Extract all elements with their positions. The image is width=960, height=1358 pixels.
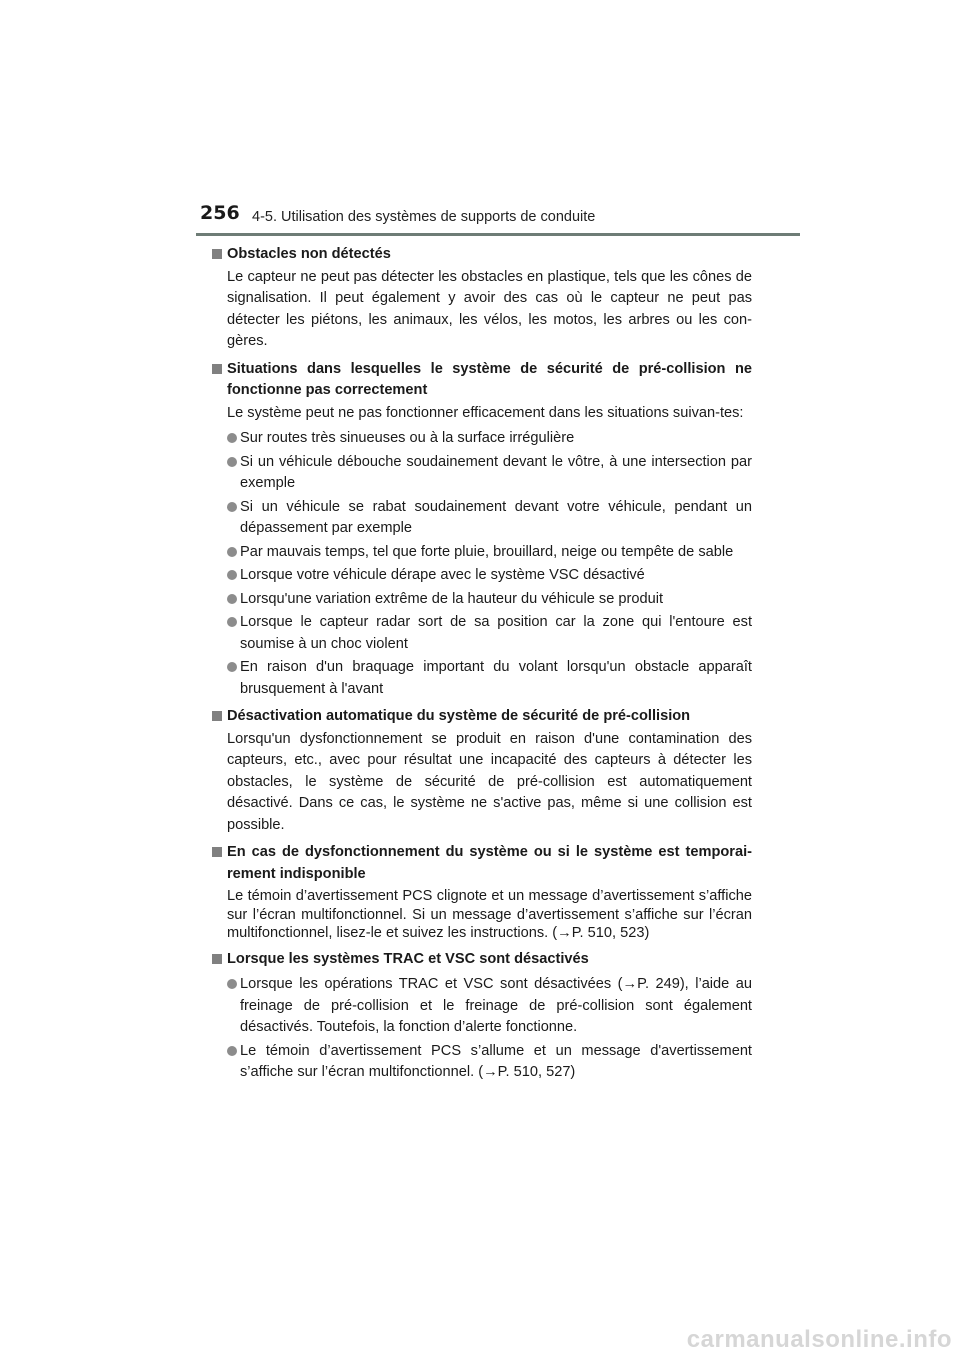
circle-bullet-icon bbox=[227, 570, 237, 580]
header-rule bbox=[196, 233, 800, 236]
list-item bbox=[227, 452, 752, 495]
circle-bullet-icon bbox=[227, 457, 237, 467]
section-heading bbox=[212, 842, 752, 885]
square-bullet-icon bbox=[212, 249, 222, 259]
section-text: Lorsqu'un dysfonctionnement se produit en raison d'une contamination des capteurs, etc., avec pour résultat une incapacité des capteurs à détecter les obstacles, le système de sécurité de pré-collision est automatiquement désactivé. Dans ce cas, le système ne s'active pas, même si une collision est possible. bbox=[227, 730, 752, 833]
list-item bbox=[227, 428, 752, 450]
list-item-text: Par mauvais temps, tel que forte pluie, brouillard, neige ou tempête de sable bbox=[240, 543, 734, 560]
list-item-text: Si un véhicule se rabat soudainement devant votre véhicule, pendant un dépassement par exemple bbox=[240, 498, 752, 536]
list-item bbox=[227, 657, 752, 700]
list-item-text: Lorsque votre véhicule dérape avec le système VSC désactivé bbox=[240, 567, 645, 583]
list-item bbox=[227, 589, 752, 611]
circle-bullet-icon bbox=[227, 594, 237, 604]
list-item bbox=[227, 542, 752, 564]
section-heading bbox=[212, 706, 752, 728]
square-bullet-icon bbox=[212, 711, 222, 721]
section-heading-text: Désactivation automatique du système de sécurité de pré-collision bbox=[227, 708, 691, 724]
section-heading bbox=[212, 244, 752, 266]
bullet-list bbox=[212, 974, 752, 1084]
list-item bbox=[227, 1041, 752, 1084]
section-heading-text: En cas de dysfonctionnement du système ou si le système est temporai-rement indisponible bbox=[227, 844, 752, 882]
circle-bullet-icon bbox=[227, 502, 237, 512]
square-bullet-icon bbox=[212, 954, 222, 964]
square-bullet-icon bbox=[212, 364, 222, 374]
list-item-text: Sur routes très sinueuses ou à la surface irrégulière bbox=[240, 430, 575, 446]
section-heading bbox=[212, 949, 752, 971]
section-situations bbox=[212, 359, 752, 701]
section-text: Le témoin d’avertissement PCS clignote et un message d’avertissement s’affiche sur l’écran multifonctionnel. Si un message d’avertissement s’affiche sur l’écran multifonctionnel, lisez-le et suivez les instructions. (→P. 510, 523) bbox=[227, 888, 752, 941]
page-number: 256 bbox=[200, 202, 240, 224]
page-content bbox=[212, 244, 752, 1090]
circle-bullet-icon bbox=[227, 547, 237, 557]
list-item-text: Si un véhicule débouche soudainement devant le vôtre, à une intersection par exemple bbox=[240, 453, 752, 491]
circle-bullet-icon bbox=[227, 979, 237, 989]
section-heading-text: Obstacles non détectés bbox=[227, 246, 391, 262]
list-item-text: Le témoin d’avertissement PCS s’allume et un message d'avertissement s’affiche sur l’écran multifonctionnel. (→P. 510, 527) bbox=[240, 1042, 752, 1080]
bullet-list bbox=[212, 428, 752, 700]
square-bullet-icon bbox=[212, 847, 222, 857]
section-desactivation-automatique bbox=[212, 706, 752, 836]
watermark: carmanualsonline.info bbox=[686, 1326, 952, 1353]
list-item bbox=[227, 974, 752, 1039]
section-text: Le système peut ne pas fonctionner efficacement dans les situations suivan-tes: bbox=[227, 404, 744, 421]
page-header bbox=[196, 200, 800, 236]
list-item bbox=[227, 497, 752, 540]
section-title: 4-5. Utilisation des systèmes de supports de conduite bbox=[252, 209, 596, 225]
list-item-text: Lorsqu'une variation extrême de la hauteur du véhicule se produit bbox=[240, 590, 664, 607]
circle-bullet-icon bbox=[227, 433, 237, 443]
list-item bbox=[227, 565, 752, 587]
section-obstacles-non-detectes bbox=[212, 244, 752, 353]
section-heading-text: Situations dans lesquelles le système de sécurité de pré-collision ne fonctionne pas correctement bbox=[227, 360, 752, 398]
list-item-text: Lorsque le capteur radar sort de sa position car la zone qui l'entoure est soumise à un choc violent bbox=[240, 614, 752, 652]
circle-bullet-icon bbox=[227, 662, 237, 672]
list-item-text: En raison d'un braquage important du volant lorsqu'un obstacle apparaît brusquement à l'avant bbox=[240, 659, 752, 697]
list-item bbox=[227, 612, 752, 655]
circle-bullet-icon bbox=[227, 1046, 237, 1056]
section-trac-vsc-desactives bbox=[212, 949, 752, 1084]
section-text: Le capteur ne peut pas détecter les obstacles en plastique, tels que les cônes de signalisation. Il peut également y avoir des cas où le capteur ne peut pas détecter les piétons, les animaux, les vélos, les motos, les arbres ou les con-gères. bbox=[227, 268, 752, 349]
section-heading bbox=[212, 359, 752, 402]
section-heading-text: Lorsque les systèmes TRAC et VSC sont désactivés bbox=[227, 950, 589, 967]
circle-bullet-icon bbox=[227, 617, 237, 627]
section-dysfonctionnement bbox=[212, 842, 752, 943]
list-item-text: Lorsque les opérations TRAC et VSC sont désactivées (→P. 249), l’aide au freinage de pré-collision et le freinage de pré-collision sont également désactivés. Toutefois, la fonction d’alerte fonctionne. bbox=[240, 976, 752, 1035]
